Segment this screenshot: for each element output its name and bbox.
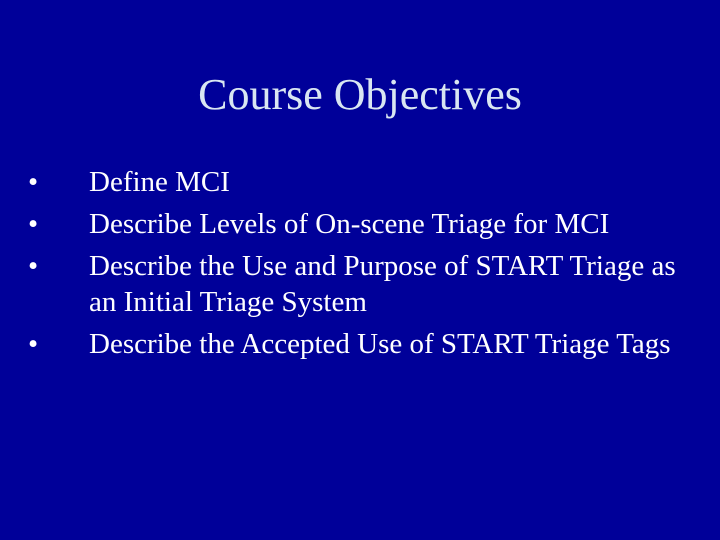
list-item-text: Describe the Accepted Use of START Triage Tags	[89, 328, 671, 360]
bullet-icon: •	[28, 250, 39, 282]
list-item	[28, 164, 688, 200]
list-item	[28, 206, 688, 242]
list-item-text: Describe Levels of On-scene Triage for MCI	[89, 208, 610, 240]
bullet-icon: •	[28, 166, 39, 198]
list-item	[28, 326, 688, 362]
slide-title: Course Objectives	[198, 70, 522, 119]
list-item-text: Describe the Use and Purpose of START Triage as an Initial Triage System	[89, 250, 676, 318]
bullet-icon: •	[28, 328, 39, 360]
objectives-list	[28, 164, 688, 368]
list-item-text: Define MCI	[89, 166, 230, 198]
bullet-icon: •	[28, 208, 39, 240]
list-item	[28, 248, 688, 320]
